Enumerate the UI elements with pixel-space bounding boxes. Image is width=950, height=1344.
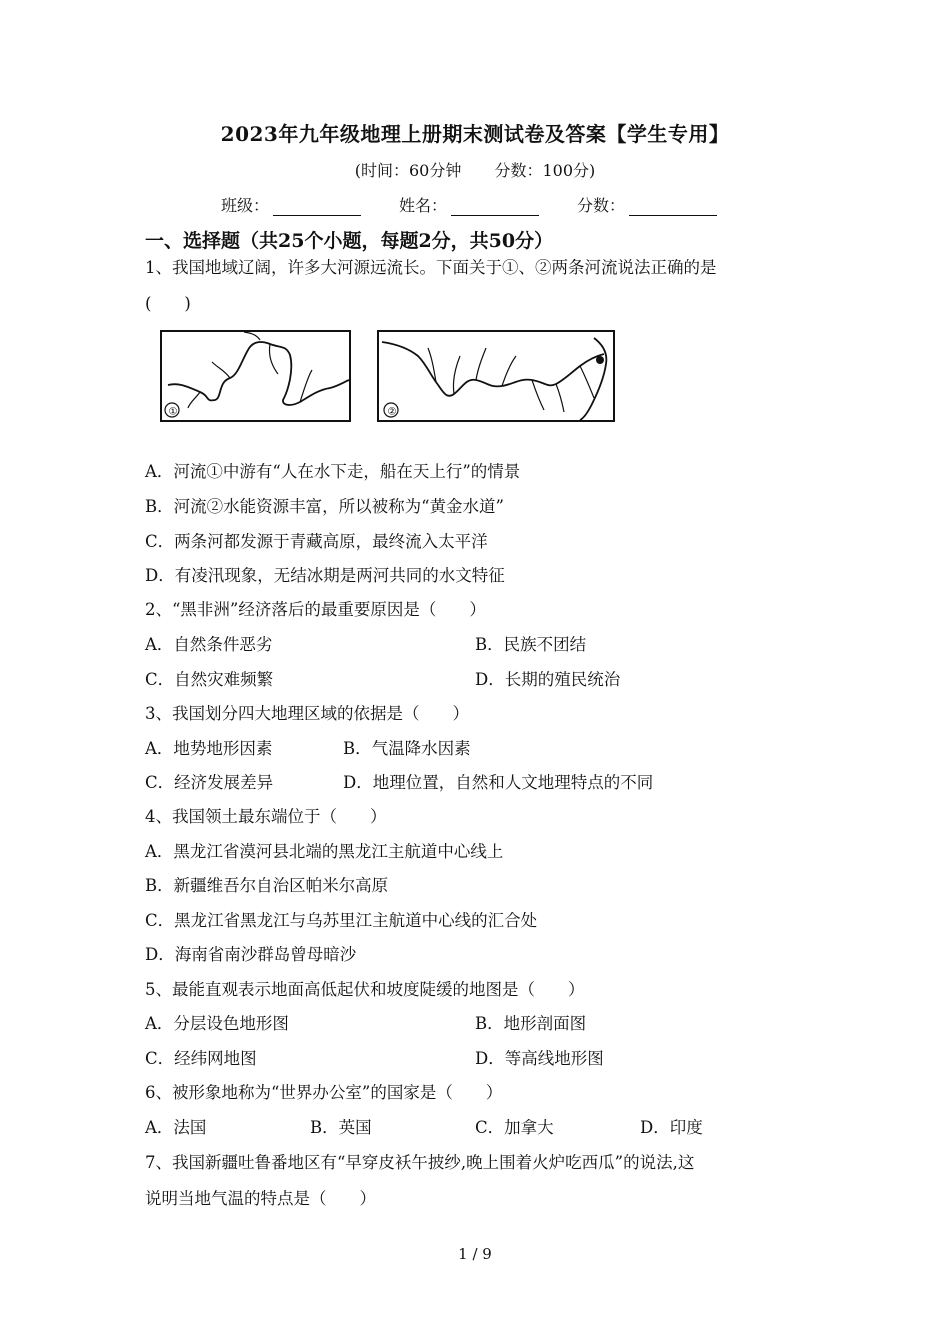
q2-stem: 2、“黑非洲”经济落后的最重要原因是（ ） <box>145 600 486 619</box>
q6-option-a[interactable]: A．法国 <box>145 1118 207 1137</box>
score-field[interactable] <box>577 193 717 216</box>
q1-option-a[interactable]: A．河流①中游有“人在水下走，船在天上行”的情景 <box>145 462 521 481</box>
name-field[interactable] <box>399 193 539 216</box>
exam-info <box>0 158 950 181</box>
score-blank[interactable] <box>629 199 717 216</box>
time-info: (时间：60分钟 <box>354 161 462 180</box>
q5-option-d[interactable]: D．等高线地形图 <box>475 1049 604 1068</box>
q4-option-b[interactable]: B．新疆维吾尔自治区帕米尔高原 <box>145 876 389 895</box>
q1-option-c[interactable]: C．两条河都发源于青藏高原，最终流入太平洋 <box>145 532 488 551</box>
name-label: 姓名： <box>399 196 448 215</box>
score-info: 分数：100分) <box>494 161 596 180</box>
student-fields <box>221 193 755 216</box>
map2-label: ② <box>387 406 397 418</box>
map1-river <box>168 342 349 405</box>
q4-stem: 4、我国领土最东端位于（ ） <box>145 807 387 826</box>
map1-frame <box>161 331 350 421</box>
q5-option-a[interactable]: A．分层设色地形图 <box>145 1014 289 1033</box>
map2-frame <box>378 331 614 421</box>
map2-river <box>382 342 604 396</box>
q1-option-d[interactable]: D．有凌汛现象，无结冰期是两河共同的水文特征 <box>145 566 505 585</box>
q5-option-b[interactable]: B．地形剖面图 <box>475 1014 587 1033</box>
q4-option-a[interactable]: A．黑龙江省漠河县北端的黑龙江主航道中心线上 <box>145 842 504 861</box>
q4-option-c[interactable]: C．黑龙江省黑龙江与乌苏里江主航道中心线的汇合处 <box>145 911 538 930</box>
class-blank[interactable] <box>273 199 361 216</box>
q5-stem: 5、最能直观表示地面高低起伏和坡度陡缓的地图是（ ） <box>145 980 585 999</box>
map2-lake <box>596 356 604 364</box>
class-label: 班级： <box>221 196 270 215</box>
page-title: 2023年九年级地理上册期末测试卷及答案【学生专用】 <box>220 122 730 146</box>
q7-stem-continued: 说明当地气温的特点是（ ） <box>145 1189 376 1208</box>
class-field[interactable] <box>221 193 361 216</box>
river-maps-svg <box>160 330 620 425</box>
q2-option-a[interactable]: A．自然条件恶劣 <box>145 635 273 654</box>
q3-stem: 3、我国划分四大地理区域的依据是（ ） <box>145 704 469 723</box>
q4-option-d[interactable]: D．海南省南沙群岛曾母暗沙 <box>145 945 357 964</box>
q6-option-b[interactable]: B．英国 <box>310 1118 372 1137</box>
q6-option-d[interactable]: D．印度 <box>640 1118 703 1137</box>
q3-option-a[interactable]: A．地势地形因素 <box>145 739 273 758</box>
map2-tributaries <box>428 348 594 412</box>
name-blank[interactable] <box>451 199 539 216</box>
q5-option-c[interactable]: C．经纬网地图 <box>145 1049 257 1068</box>
river-maps <box>160 330 620 429</box>
q7-stem: 7、我国新疆吐鲁番地区有“早穿皮袄午披纱,晚上围着火炉吃西瓜”的说法,这 <box>145 1153 695 1172</box>
q3-option-b[interactable]: B．气温降水因素 <box>343 739 471 758</box>
q3-option-d[interactable]: D．地理位置，自然和人文地理特点的不同 <box>343 773 654 792</box>
q1-stem: 1、我国地域辽阔，许多大河源远流长。下面关于①、②两条河流说法正确的是 <box>145 258 717 277</box>
q2-option-d[interactable]: D．长期的殖民统治 <box>475 670 621 689</box>
q2-option-c[interactable]: C．自然灾难频繁 <box>145 670 274 689</box>
q6-stem: 6、被形象地称为“世界办公室”的国家是（ ） <box>145 1083 503 1102</box>
q1-paren: ( ) <box>145 294 191 313</box>
map2-coastline <box>580 338 606 420</box>
q3-option-c[interactable]: C．经济发展差异 <box>145 773 274 792</box>
section-title: 一、选择题（共25个小题，每题2分，共50分） <box>145 230 554 252</box>
q2-option-b[interactable]: B．民族不团结 <box>475 635 587 654</box>
q1-option-b[interactable]: B．河流②水能资源丰富，所以被称为“黄金水道” <box>145 497 504 516</box>
q6-option-c[interactable]: C．加拿大 <box>475 1118 554 1137</box>
score-label: 分数： <box>577 196 626 215</box>
page-number: 1 / 9 <box>458 1245 492 1263</box>
map1-label: ① <box>168 406 178 418</box>
